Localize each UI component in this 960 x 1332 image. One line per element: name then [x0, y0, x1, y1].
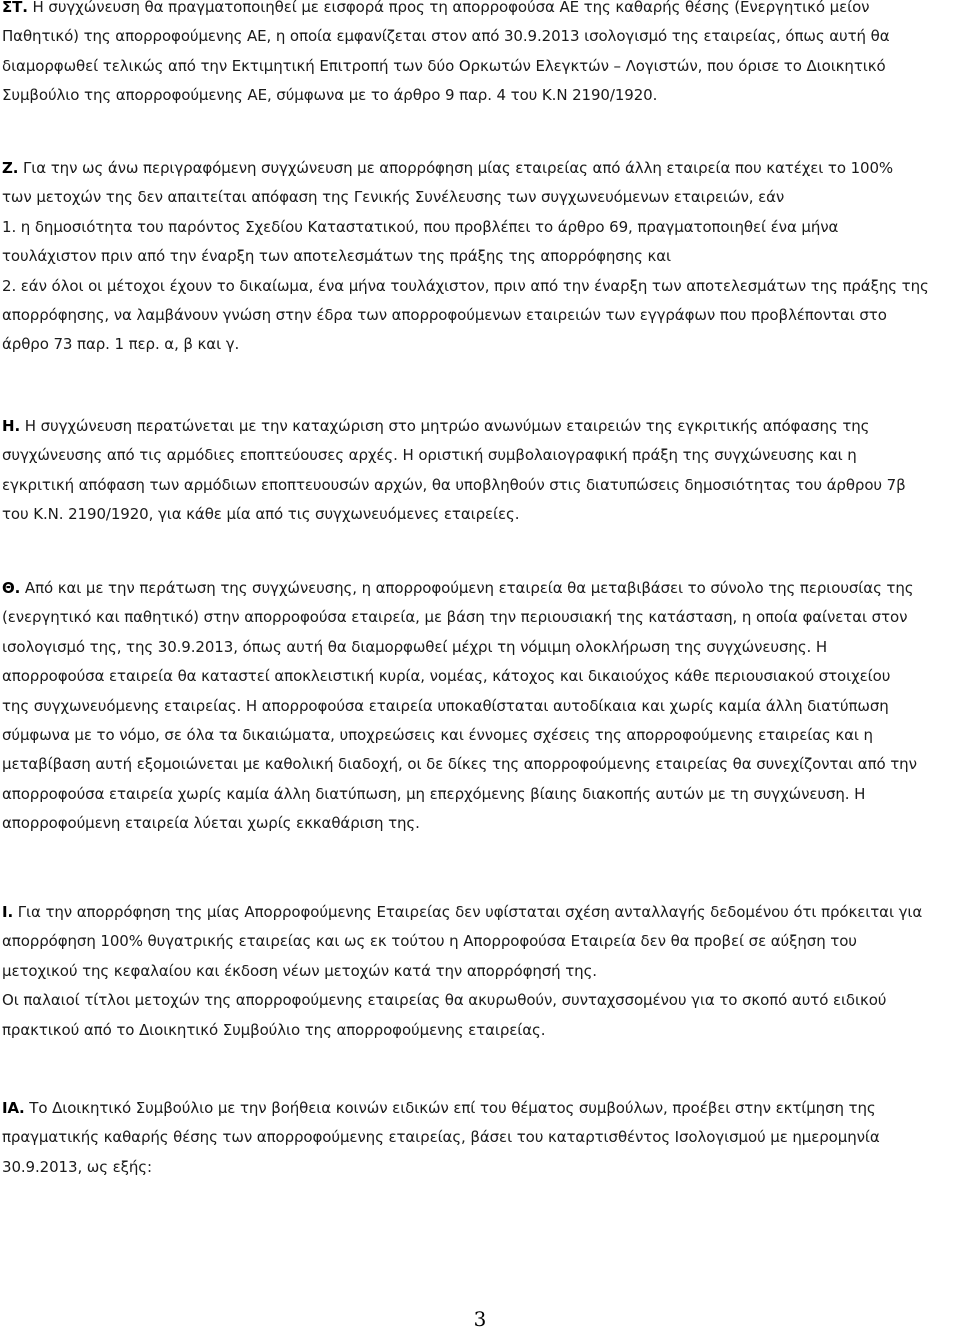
- paragraph-line: απορροφούσα εταιρεία θα καταστεί αποκλειστική κυρία, νομέας, κάτοχος και δικαιούχος κάθε περιουσιακού στοιχείου: [2, 667, 891, 686]
- line-text: Το Διοικητικό Συμβούλιο με την βοήθεια κοινών ειδικών επί του θέματος συμβούλων, προέβει στην εκτίμηση της: [24, 1099, 876, 1117]
- line-text: Για την ως άνω περιγραφόμενη συγχώνευση με απορρόφηση μίας εταιρείας από άλλη εταιρεία που κατέχει το 100%: [18, 159, 894, 177]
- paragraph-line: συγχώνευσης από τις αρμόδιες εποπτεύουσες αρχές. Η οριστική συμβολαιογραφική πράξη της συγχώνευσης και η: [2, 446, 857, 465]
- section-label: Θ.: [2, 579, 21, 597]
- section-label: Ζ.: [2, 159, 19, 177]
- line-text: Από και με την περάτωση της συγχώνευσης, η απορροφούμενη εταιρεία θα μεταβιβάσει το σύνολο της περιουσίας της: [20, 579, 914, 597]
- paragraph-ia: [2, 1094, 958, 1182]
- paragraph-line: [2, 412, 958, 441]
- paragraph-line: 30.9.2013, ως εξής:: [2, 1157, 152, 1176]
- paragraph-line: 2. εάν όλοι οι μέτοχοι έχουν το δικαίωμα, ένα μήνα τουλάχιστον, πριν από την έναρξη των αποτελεσμάτων της πράξης της: [2, 276, 929, 295]
- paragraph-line: [2, 1094, 958, 1123]
- line-text: Για την απορρόφηση της μίας Απορροφούμενης Εταιρείας δεν υφίσταται σχέση ανταλλαγής δεδομένου ότι πρόκειται για: [13, 903, 923, 921]
- paragraph-line: της συγχωνευόμενης εταιρείας. Η απορροφούσα εταιρεία υποκαθίσταται αυτοδίκαια και χωρίς καμία άλλη διατύπωση: [2, 696, 889, 715]
- section-label: Ι.: [2, 903, 14, 921]
- paragraph-line: άρθρο 73 παρ. 1 περ. α, β και γ.: [2, 335, 240, 354]
- paragraph-line: [2, 154, 958, 183]
- paragraph-line: ισολογισμό της, της 30.9.2013, όπως αυτή θα διαμορφωθεί μέχρι τη νόμιμη ολοκλήρωση της συγχώνευσης. Η: [2, 637, 828, 656]
- paragraph-line: [2, 0, 958, 22]
- paragraph-i: [2, 898, 958, 1045]
- paragraph-h: [2, 412, 958, 530]
- line-text: Η συγχώνευση θα πραγματοποιηθεί με εισφορά προς τη απορροφούσα ΑΕ της καθαρής θέσης (Ενεργητικό μείον: [27, 0, 870, 16]
- paragraph-line: τουλάχιστον πριν από την έναρξη των αποτελεσμάτων της πράξης της απορρόφησης και: [2, 247, 671, 266]
- paragraph-line: απορρόφησης, να λαμβάνουν γνώση στην έδρα των απορροφούμενων εταιρειών των εγγράφων που προβλέπονται στο: [2, 306, 887, 325]
- paragraph-th: [2, 574, 958, 839]
- paragraph-line: απορρόφηση 100% θυγατρικής εταιρείας και ως εκ τούτου η Απορροφούσα Εταιρεία δεν θα προβεί σε αύξηση του: [2, 932, 857, 951]
- paragraph-line: των μετοχών της δεν απαιτείται απόφαση της Γενικής Συνέλευσης των συγχωνευόμενων εταιρειών, εάν: [2, 188, 785, 207]
- page-number: 3: [473, 1307, 487, 1331]
- paragraph-line: του Κ.Ν. 2190/1920, για κάθε μία από τις συγχωνευόμενες εταιρείες.: [2, 505, 520, 524]
- paragraph-line: [2, 898, 958, 927]
- paragraph-st: [2, 0, 958, 111]
- paragraph-line: Παθητικό) της απορροφούμενης ΑΕ, η οποία εμφανίζεται στον από 30.9.2013 ισολογισμό της εταιρείας, όπως αυτή θα: [2, 27, 890, 46]
- paragraph-line: Συμβούλιο της απορροφούμενης ΑΕ, σύμφωνα με το άρθρο 9 παρ. 4 του Κ.Ν 2190/1920.: [2, 86, 658, 105]
- paragraph-line: μετοχικού της κεφαλαίου και έκδοση νέων μετοχών κατά την απορρόφησή της.: [2, 961, 597, 980]
- paragraph-line: πρακτικού από το Διοικητικό Συμβούλιο της απορροφούμενης εταιρείας.: [2, 1020, 546, 1039]
- paragraph-line: απορροφούμενη εταιρεία λύεται χωρίς εκκαθάριση της.: [2, 814, 420, 833]
- section-label: ΙΑ.: [2, 1099, 25, 1117]
- paragraph-line: πραγματικής καθαρής θέσης των απορροφούμενης εταιρείας, βάσει του καταρτισθέντος Ισολογισμού με ημερομηνία: [2, 1128, 880, 1147]
- paragraph-line: εγκριτική απόφαση των αρμόδιων εποπτευουσών αρχών, θα υποβληθούν στις διατυπώσεις δημοσιότητας του άρθρου 7β: [2, 475, 906, 494]
- paragraph-line: Οι παλαιοί τίτλοι μετοχών της απορροφούμενης εταιρείας θα ακυρωθούν, συνταχσσομένου για το σκοπό αυτό ειδικού: [2, 991, 887, 1010]
- paragraph-line: (ενεργητικό και παθητικό) στην απορροφούσα εταιρεία, με βάση την περιουσιακή της κατάσταση, η οποία φαίνεται στον: [2, 608, 908, 627]
- paragraph-line: 1. η δημοσιότητα του παρόντος Σχεδίου Καταστατικού, που προβλέπει το άρθρο 69, πραγματοποιηθεί ένα μήνα: [2, 217, 839, 236]
- paragraph-line: μεταβίβαση αυτή εξομοιώνεται με καθολική διαδοχή, οι δε δίκες της απορροφούμενης εταιρείας θα συνεχίζονται από την: [2, 755, 917, 774]
- paragraph-z: [2, 154, 958, 360]
- paragraph-line: απορροφούσα εταιρεία χωρίς καμία άλλη διατύπωση, μη επερχόμενης βίαιης διακοπής αυτών με τη συγχώνευση. Η: [2, 784, 866, 803]
- paragraph-line: σύμφωνα με το νόμο, σε όλα τα δικαιώματα, υποχρεώσεις και έννομες σχέσεις της απορροφούμενης εταιρείας και η: [2, 726, 873, 745]
- section-label: ΣΤ.: [2, 0, 28, 16]
- line-text: Η συγχώνευση περατώνεται με την καταχώριση στο μητρώο ανωνύμων εταιρειών της εγκριτικής απόφασης της: [20, 417, 870, 435]
- section-label: Η.: [2, 417, 21, 435]
- paragraph-line: [2, 574, 958, 603]
- paragraph-line: διαμορφωθεί τελικώς από την Εκτιμητική Επιτροπή των δύο Ορκωτών Ελεγκτών – Λογιστών, που όρισε το Διοικητικό: [2, 56, 886, 75]
